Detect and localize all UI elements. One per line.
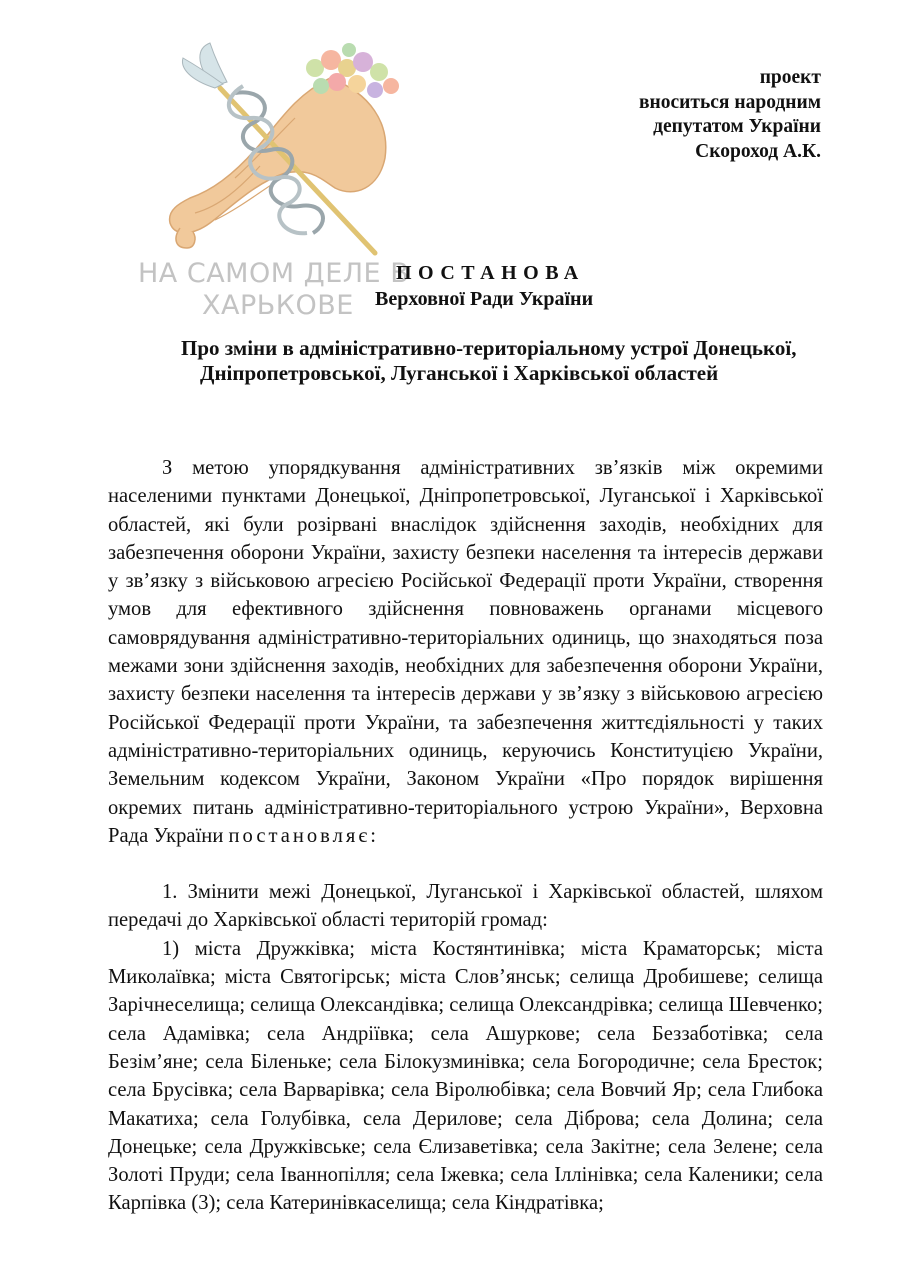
subject-line-2: Дніпропетровської, Луганської і Харківської областей: [200, 361, 719, 385]
project-note-line: вноситься народним: [638, 91, 821, 113]
project-note-line: депутатом України: [653, 116, 821, 137]
watermark-logo: [135, 38, 415, 320]
preamble-text: З метою упорядкування адміністративних зв’язків між окремими населеними пунктами Донецької, Дніпропетровської, Луганської і Харківської областей, які були розірвані внаслідок здійснення заходів, необхідних для забезпечення оборони України, захисту безпеки населення та інтересів держави у зв’язку з військовою агресією Російської Федерації проти України, створення умов для ефективного здійснення повноважень органами місцевого самоврядування адміністративно-територіальних одиниць, що знаходяться поза межами зони здійснення заходів, необхідних для забезпечення оборони України, захисту безпеки населення та інтересів держави у зв’язку з військовою агресією Російської Федерації проти України, та забезпечення життєдіяльності у таких адміністративно-територіальних одиниць, керуючись Конституцією України, Земельним кодексом України, Законом України «Про порядок вирішення окремих питань адміністративно-територіального устрою України», Верховна Рада України: [108, 457, 823, 847]
watermark-text-line1: НА САМОМ ДЕЛЕ В: [138, 258, 410, 289]
item-1-paragraph: 1. Змінити межі Донецької, Луганської і Харківської областей, шляхом передачі до Харківської області територій громад:: [108, 881, 823, 932]
subject-line-1: Про зміни в адміністративно-територіальному устрої Донецької,: [181, 336, 797, 360]
document-title: ПОСТАНОВА: [396, 262, 585, 284]
watermark-text-line2: ХАРЬКОВЕ: [202, 290, 354, 321]
project-note: [639, 66, 821, 164]
preamble-paragraph: [108, 454, 823, 850]
resolves-word: постановляє:: [228, 824, 379, 847]
subitem-1-paragraph: 1) міста Дружківка; міста Костянтинівка; міста Краматорськ; міста Миколаївка; міста Святогірськ; міста Слов’янськ; селища Дробишеве; селища Зарічнеселища; селища Олександівка; селища Олександрівка; селища Шевченко; села Адамівка; села Андріївка; села Ашуркове; села Беззаботівка; села Безім’яне; села Біленьке; села Білокузминівка; села Богородичне; села Бресток; села Брусівка; села Варварівка; села Віролюбівка; села Вовчий Яр; села Глибока Макатиха; села Голубівка, села Дерилове; села Діброва; села Долина; села Донецьке; села Дружківське; села Єлизаветівка; села Закітне; села Зелене; села Золоті Пруди; села Іваннопілля; села Іжевка; села Іллінівка; села Каленики; села Карпівка (3); села Катеринівкаселища; села Кіндратівка;: [108, 937, 823, 1215]
cornucopia-caduceus-icon: [135, 38, 415, 268]
project-note-line: Скороход А.К.: [695, 140, 821, 162]
document-issuer: Верховної Ради України: [375, 288, 594, 310]
document-subject: [150, 336, 850, 386]
document-body: [108, 454, 823, 1218]
project-note-line: проект: [759, 67, 821, 88]
